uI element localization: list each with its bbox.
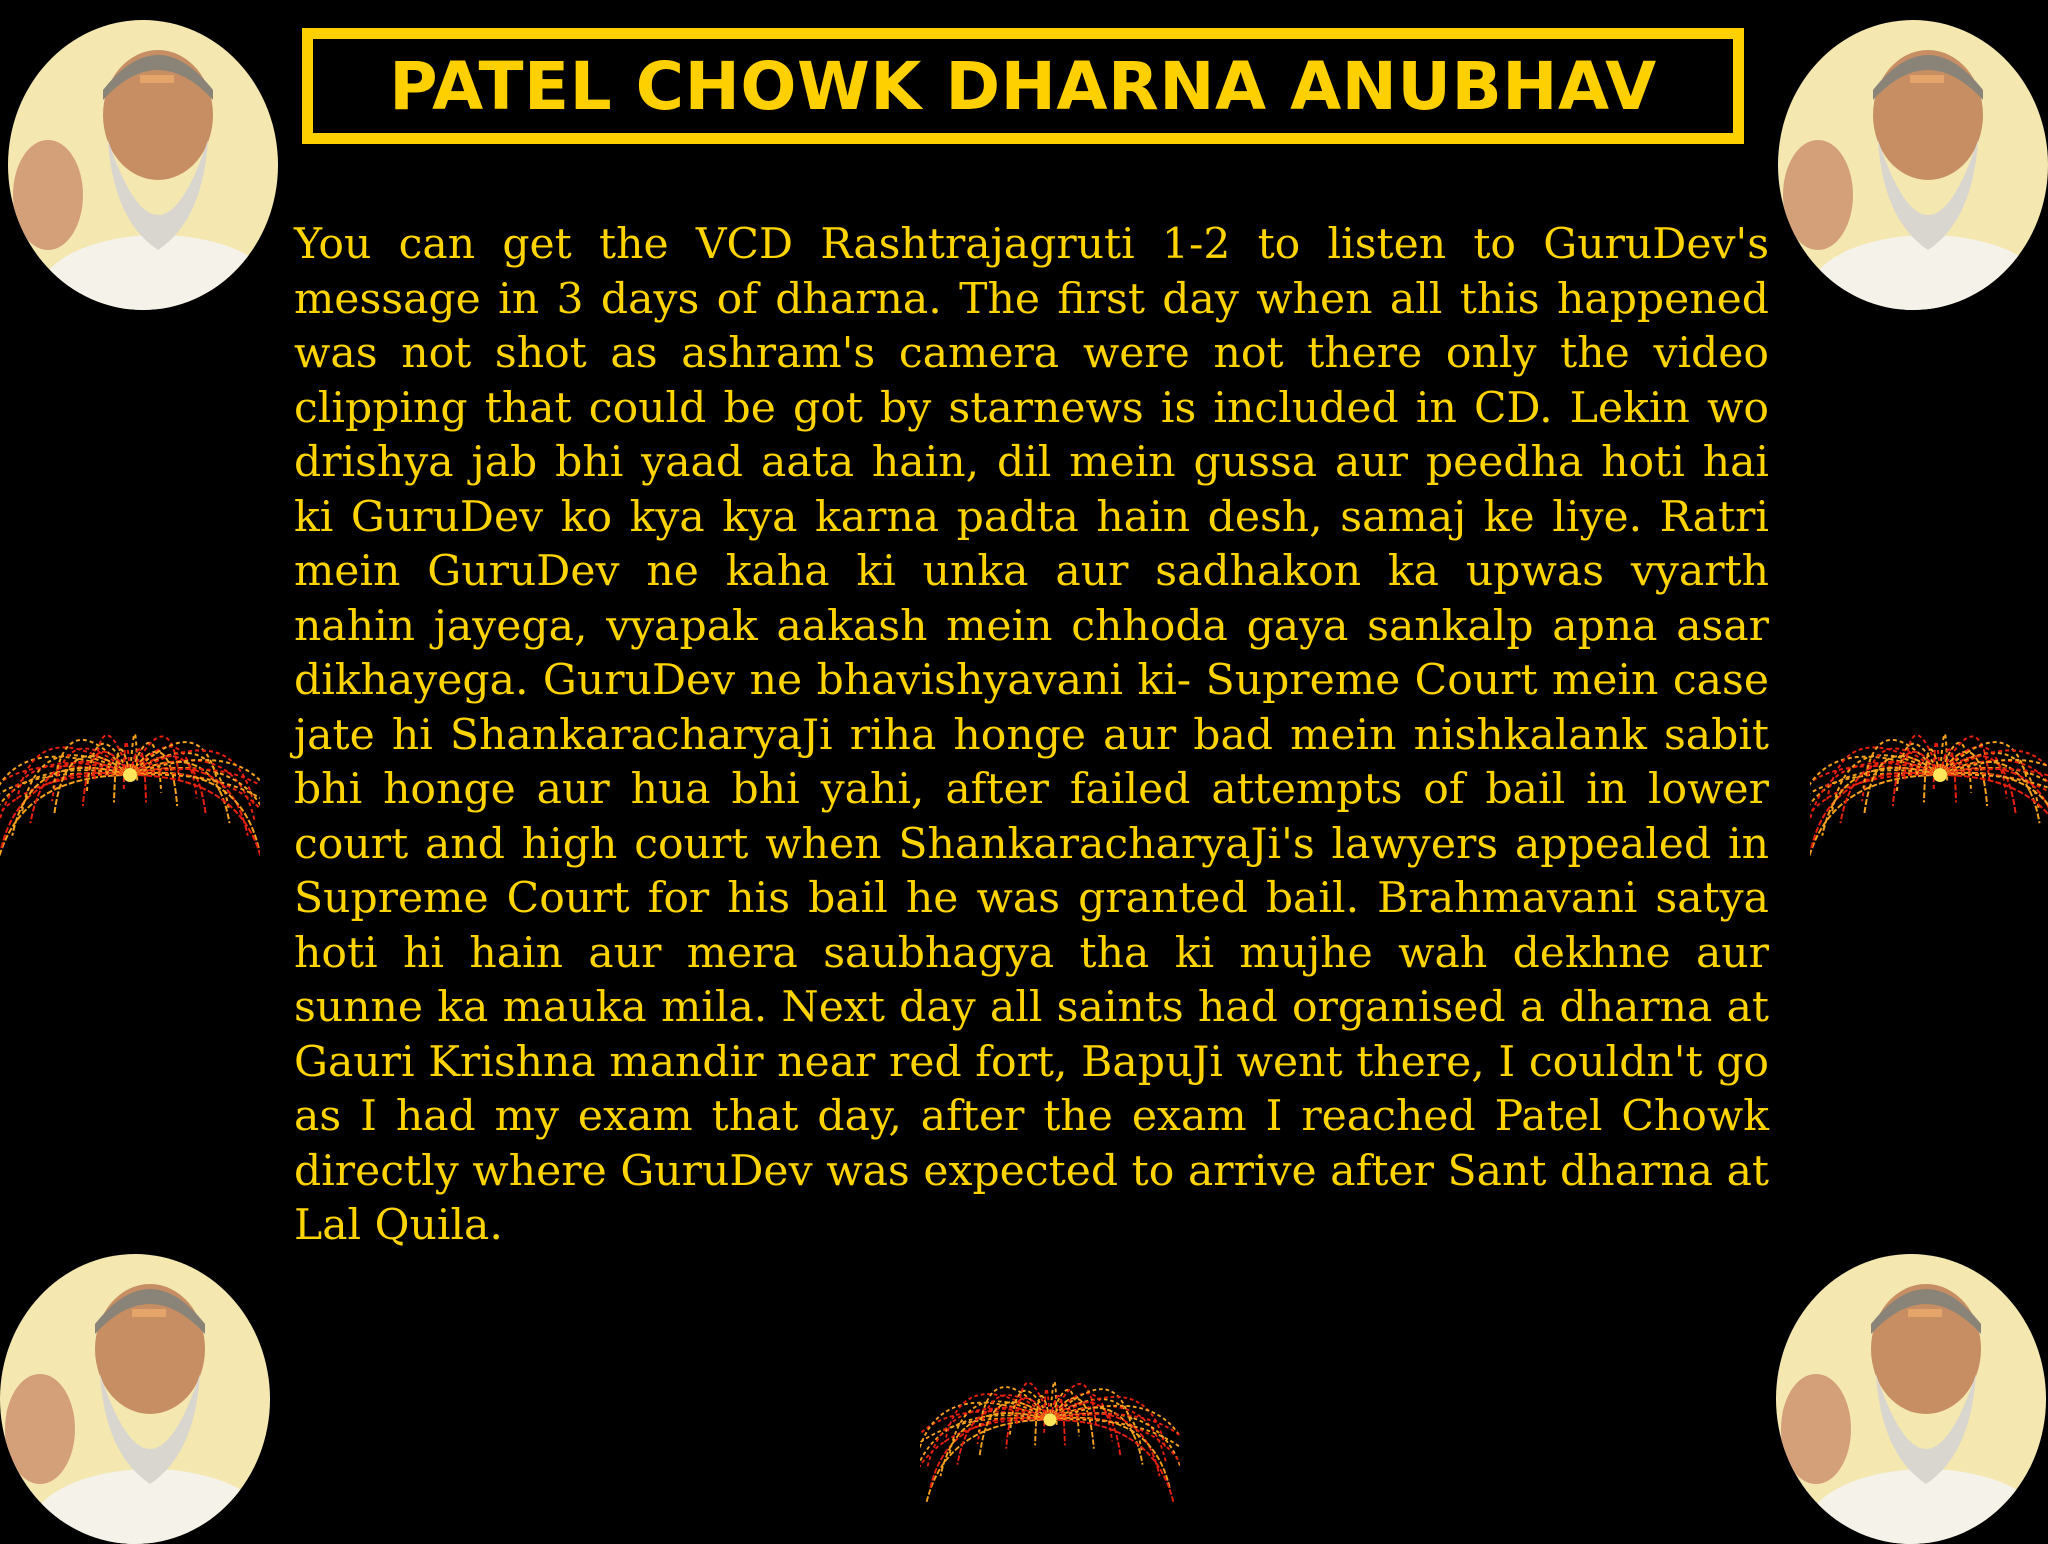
body-paragraph: You can get the VCD Rashtrajagruti 1-2 to listen to GuruDev's message in 3 days of dharna. The first day when all this happened was not shot as ashram's camera were not there only the video clipping that could be got by starnews is included in CD. Lekin wo drishya jab bhi yaad aata hain, dil mein gussa aur peedha hoti hai ki GuruDev ko kya kya karna padta hain desh, samaj ke liye. Ratri mein GuruDev ne kaha ki unka aur sadhakon ka upwas vyarth nahin jayega, vyapak aakash mein chhoda gaya sankalp apna asar dikhayega. GuruDev ne bhavishyavani ki- Supreme Court mein case jate hi ShankaracharyaJi riha honge aur bad mein nishkalank sabit bhi honge aur hua bhi yahi, after failed attempts of bail in lower court and high court when ShankaracharyaJi's lawyers appealed in Supreme Court for his bail he was granted bail. Brahmavani satya hoti hi hain aur mera saubhagya tha ki mujhe wah dekhne aur sunne ka mauka mila. Next day all saints had organised a dharna at Gauri Krishna mandir near red fort, BapuJi went there, I couldn't go as I had my exam that day, after the exam I reached Patel Chowk directly where GuruDev was expected to arrive after Sant dharna at Lal Quila. [294, 220, 1769, 1250]
firework-streak [1050, 1413, 1160, 1476]
saint-portrait-icon [1776, 1254, 2046, 1544]
firework-core [123, 768, 137, 782]
firework-streak [130, 768, 248, 836]
saint-portrait-icon [1778, 20, 2048, 310]
title-frame [302, 28, 1744, 144]
firework-streak [130, 769, 260, 838]
saint-portrait-icon [0, 1254, 270, 1544]
firework-icon [920, 1350, 1180, 1536]
page-title: PATEL CHOWK DHARNA ANUBHAV [389, 47, 1657, 125]
firework-streak [0, 770, 130, 841]
firework-core [1933, 768, 1947, 782]
firework-icon [1810, 700, 2048, 900]
firework-streak [1940, 769, 2048, 838]
saint-portrait-icon [8, 20, 278, 310]
firework-streak [1050, 1413, 1180, 1476]
firework-icon [0, 700, 260, 900]
firework-streak [1810, 775, 1940, 865]
firework-streak [1810, 770, 1940, 841]
firework-streak [0, 775, 130, 865]
firework-streak [130, 775, 260, 865]
firework-core [1043, 1413, 1056, 1426]
